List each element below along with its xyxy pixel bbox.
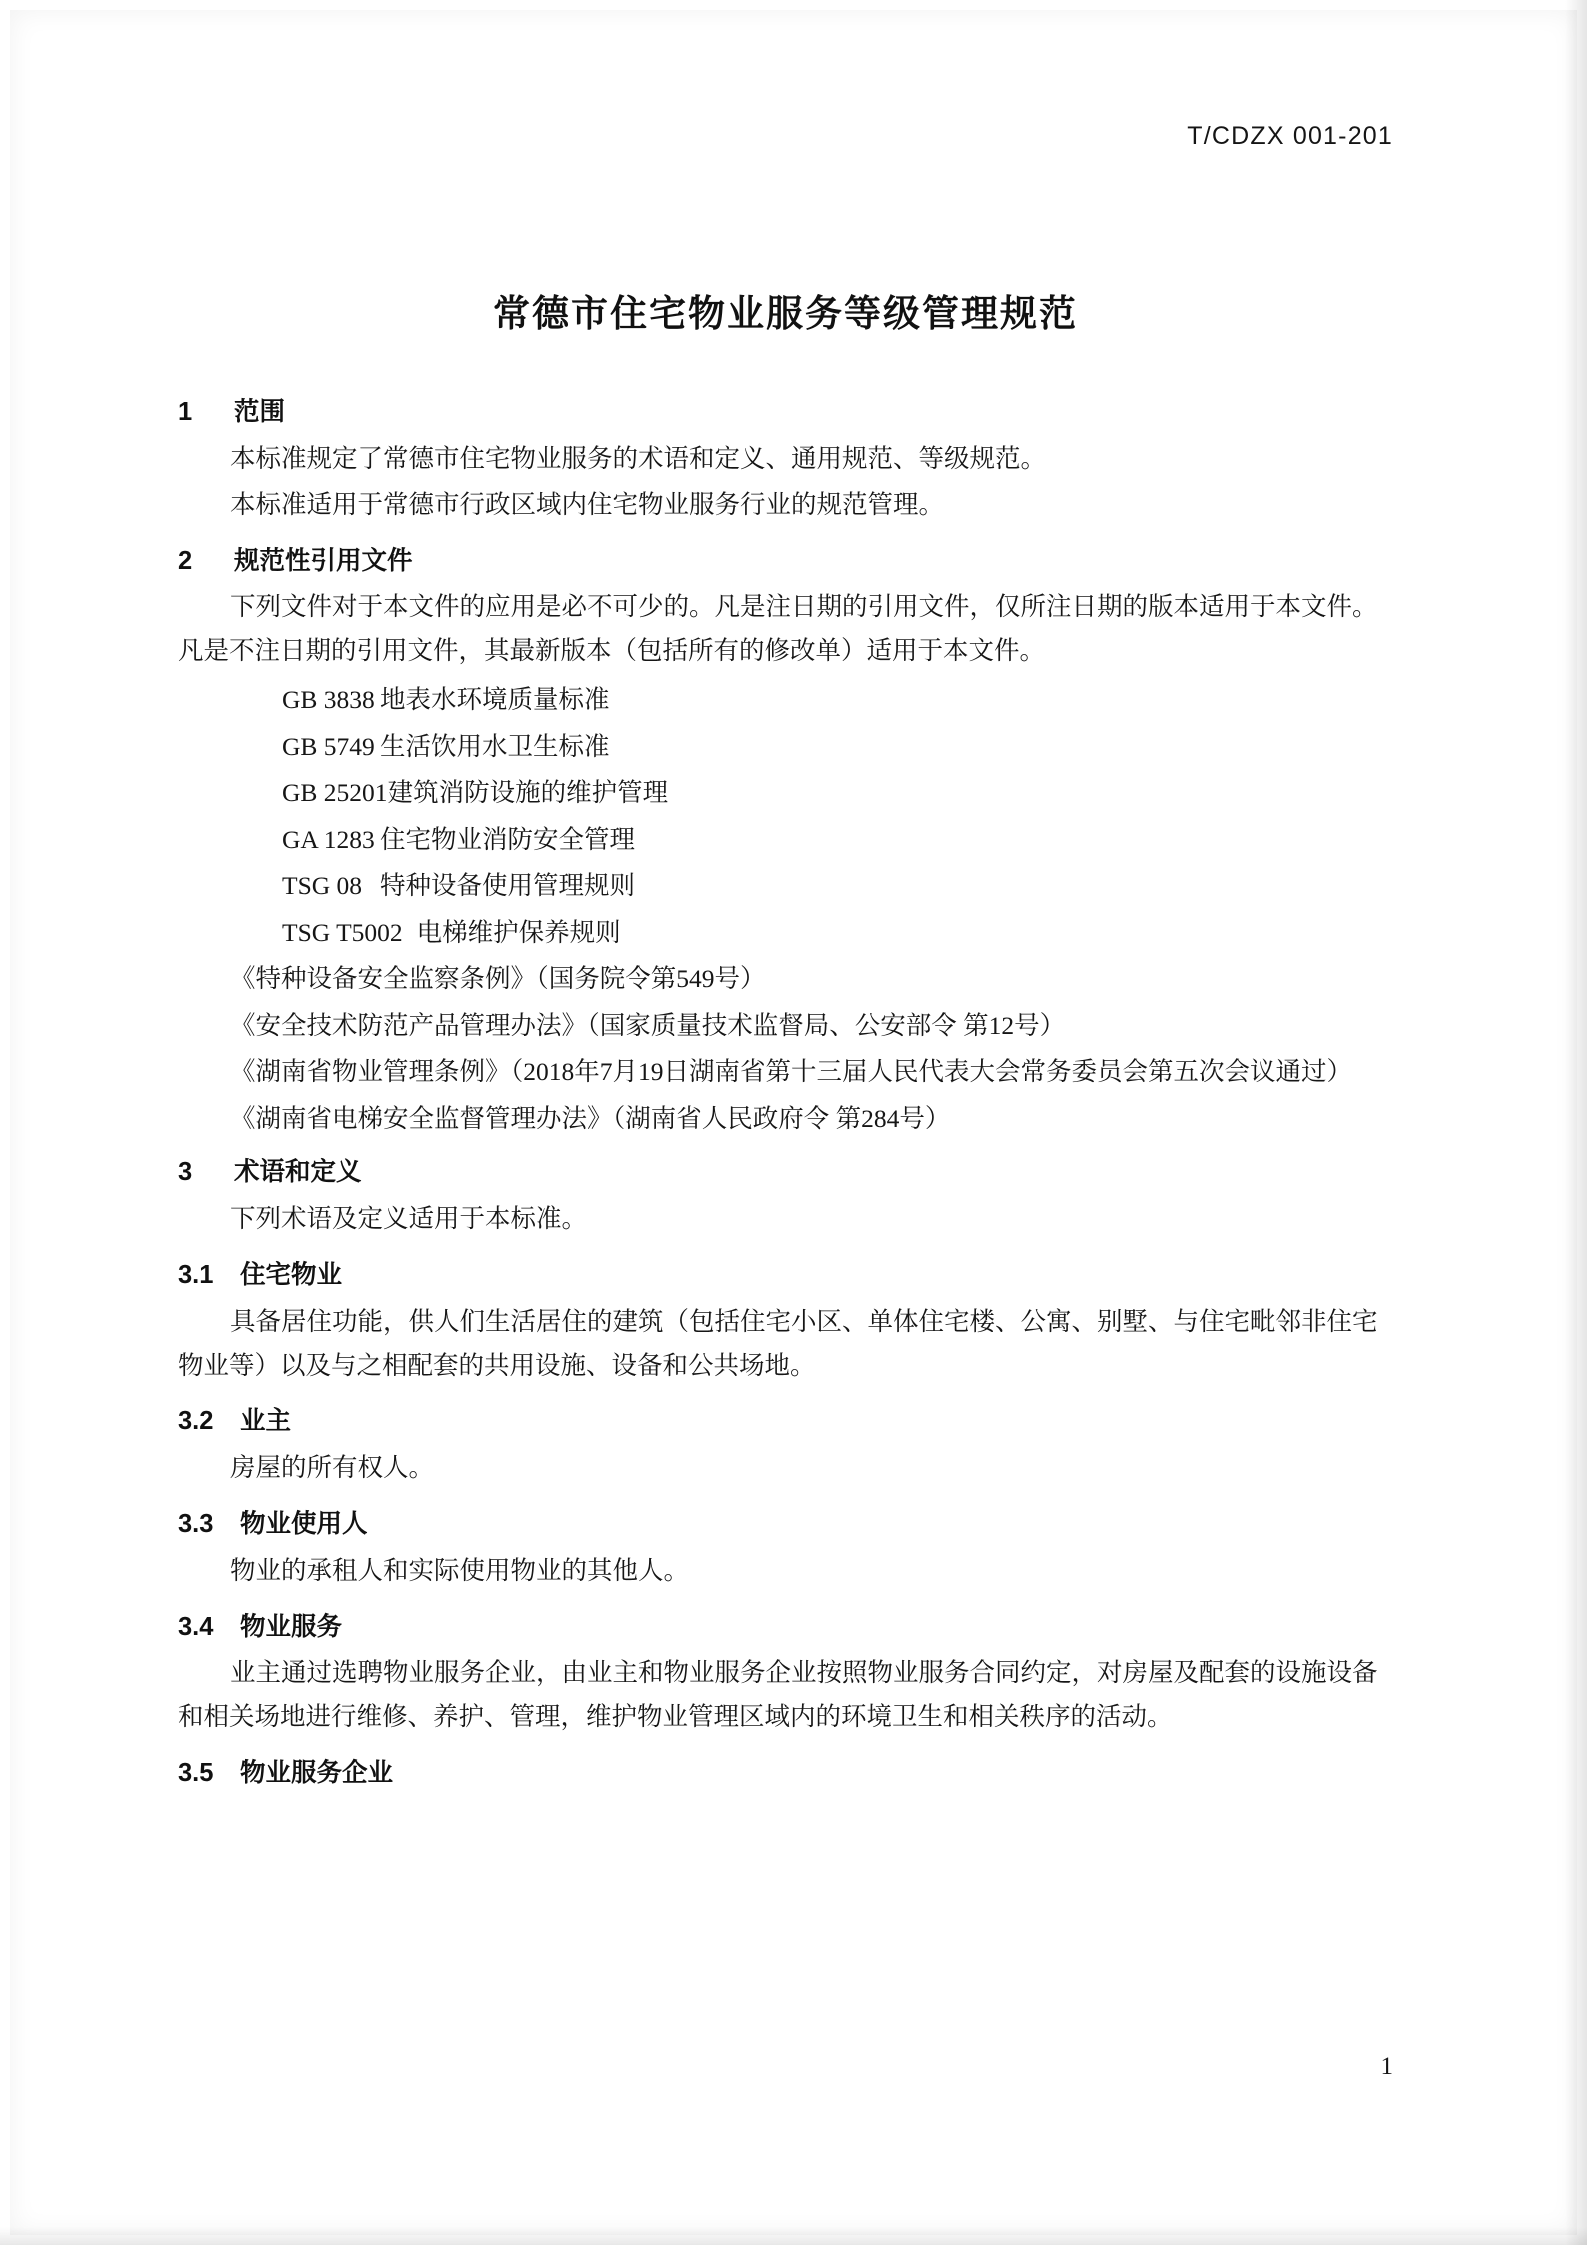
- subsection-heading-3-5: [178, 1753, 1393, 1794]
- regulation-item: 《特种设备安全监察条例》（国务院令第549号）: [230, 964, 766, 994]
- subsection-title: 业主: [240, 1407, 292, 1436]
- reference-code: TSG T5002: [282, 917, 403, 947]
- section-2-paragraph-1: 下列文件对于本文件的应用是必不可少的。凡是注日期的引用文件，仅所注日期的版本适用于本文件。凡是不注日期的引用文件，其最新版本（包括所有的修改单）适用于本文件。: [178, 592, 1378, 666]
- reference-code: GB 3838: [282, 685, 375, 715]
- section-title-1: 范围: [234, 398, 286, 426]
- scan-shadow-right: [1565, 0, 1587, 2245]
- subsection-title: 物业服务: [240, 1612, 343, 1641]
- reference-title: 电梯维护保养规则: [416, 917, 621, 947]
- reference-item: [178, 773, 1393, 813]
- subsection-heading-3-4: [178, 1607, 1393, 1648]
- section-number-3: 3: [178, 1158, 193, 1187]
- reference-code: GB 25201: [282, 778, 388, 808]
- reference-item: [178, 913, 1393, 953]
- section-heading-2: [178, 541, 1393, 582]
- reference-title: 地表水环境质量标准: [380, 685, 610, 715]
- section-heading-1: [178, 392, 1393, 433]
- reference-title: 建筑消防设施的维护管理: [387, 778, 669, 808]
- subsection-number: 3.3: [178, 1510, 214, 1539]
- section-number-2: 2: [178, 546, 193, 575]
- regulation-item: 《湖南省物业管理条例》（2018年7月19日湖南省第十三届人民代表大会常务委员会第五次会议通过）: [230, 1057, 1353, 1087]
- page-title: 常德市住宅物业服务等级管理规范: [493, 292, 1078, 334]
- reference-title: 住宅物业消防安全管理: [380, 824, 636, 854]
- subsection-number: 3.5: [178, 1759, 214, 1788]
- reference-item: [178, 680, 1393, 720]
- subsection-number: 3.4: [178, 1612, 214, 1641]
- section-1-paragraph-1: 本标准规定了常德市住宅物业服务的术语和定义、通用规范、等级规范。: [230, 443, 1047, 473]
- reference-item: [178, 727, 1393, 767]
- subsection-heading-3-3: [178, 1504, 1393, 1545]
- subsection-heading-3-2: [178, 1401, 1393, 1442]
- subsection-text-3-3: 物业的承租人和实际使用物业的其他人。: [230, 1555, 690, 1585]
- section-title-3: 术语和定义: [234, 1158, 362, 1187]
- subsection-text-3-1: 具备居住功能，供人们生活居住的建筑（包括住宅小区、单体住宅楼、公寓、别墅、与住宅毗邻非住宅物业等）以及与之相配套的共用设施、设备和公共场地。: [178, 1306, 1378, 1380]
- section-number-1: 1: [178, 398, 193, 426]
- section-1-paragraph-2: 本标准适用于常德市行政区域内住宅物业服务行业的规范管理。: [230, 489, 945, 519]
- subsection-number: 3.1: [178, 1260, 214, 1289]
- subsection-text-3-4: 业主通过选聘物业服务企业，由业主和物业服务企业按照物业服务合同约定，对房屋及配套的设施设备和相关场地进行维修、养护、管理，维护物业管理区域内的环境卫生和相关秩序的活动。: [178, 1658, 1378, 1732]
- section-3-paragraph-1: 下列术语及定义适用于本标准。: [230, 1203, 588, 1233]
- reference-item: [178, 820, 1393, 860]
- reference-title: 生活饮用水卫生标准: [380, 731, 610, 761]
- subsection-title: 住宅物业: [240, 1260, 343, 1289]
- reference-item: [178, 866, 1393, 906]
- subsection-title: 物业使用人: [240, 1510, 368, 1539]
- reference-code: GA 1283: [282, 824, 375, 854]
- regulation-item: 《湖南省电梯安全监督管理办法》（湖南省人民政府令 第284号）: [230, 1103, 951, 1133]
- reference-code: GB 5749: [282, 731, 375, 761]
- document-body: [178, 378, 1393, 1798]
- subsection-text-3-2: 房屋的所有权人。: [230, 1453, 435, 1483]
- page-content: [178, 0, 1393, 2245]
- regulation-item: 《安全技术防范产品管理办法》（国家质量技术监督局、公安部令 第12号）: [230, 1010, 1066, 1040]
- page-number: 1: [1380, 2053, 1393, 2080]
- subsection-number: 3.2: [178, 1407, 214, 1436]
- section-heading-3: [178, 1152, 1393, 1193]
- section-title-2: 规范性引用文件: [234, 546, 413, 575]
- subsection-heading-3-1: [178, 1255, 1393, 1296]
- reference-title: 特种设备使用管理规则: [380, 871, 636, 901]
- document-code: T/CDZX 001-201: [1187, 122, 1393, 150]
- subsection-title: 物业服务企业: [240, 1759, 394, 1788]
- reference-code: TSG 08: [282, 871, 363, 901]
